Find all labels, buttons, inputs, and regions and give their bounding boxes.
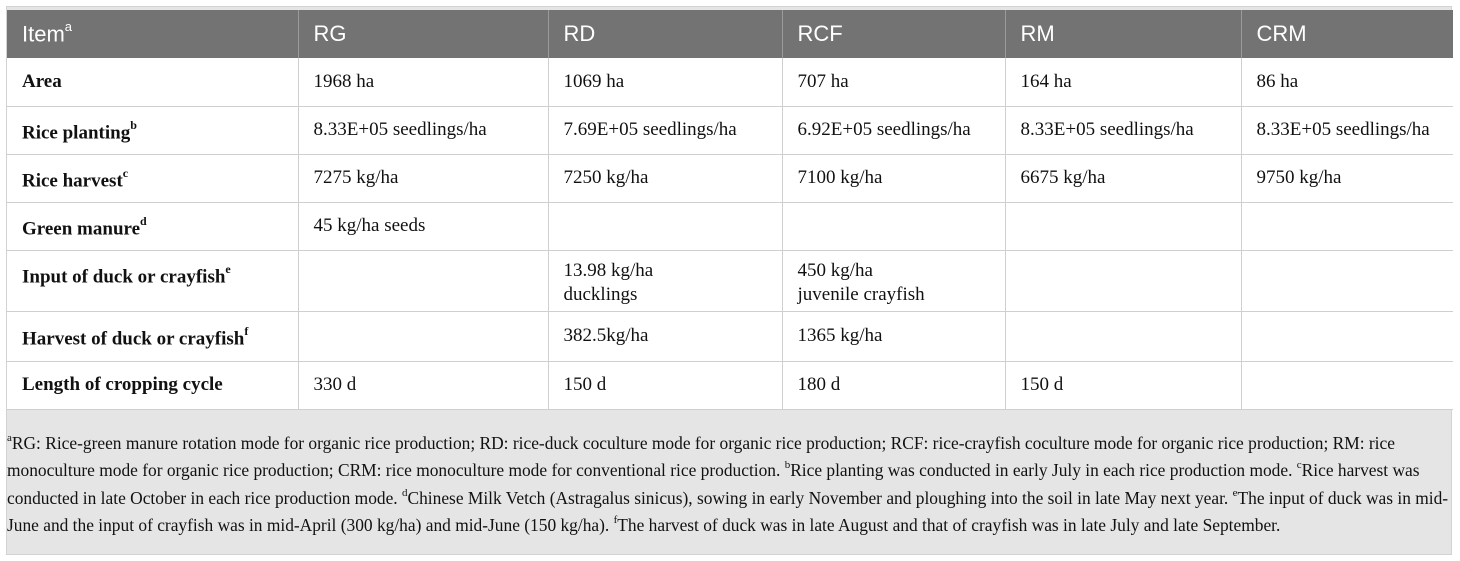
footnote-f: The harvest of duck was in late August and that of crayfish was in late July and late September. [617,514,1281,535]
table-cell: 150 d [548,361,782,409]
cell-line: juvenile crayfish [797,283,925,305]
footnote-c: Rice harvest was conducted in late October in each rice production mode. [7,460,1420,508]
row-label: Length of cropping cycle [7,361,298,409]
table-cell [1241,250,1453,311]
table-cell: 150 d [1005,361,1241,409]
table-cell: 86 ha [1241,58,1453,106]
footnote-paragraph [7,428,1453,537]
table-cell [1005,202,1241,250]
row-label: Green manure$^d$ [7,202,298,250]
cell-line: 450 kg/ha [797,259,873,281]
row-label: Harvest of duck or crayfish$^f$ [7,311,298,361]
row-label: Rice harvest$^c$ [7,154,298,202]
table-row [7,58,1453,106]
table-row [7,250,1453,311]
table-row [7,361,1453,409]
footnote-mark: c [1296,459,1302,472]
table-cell [1241,361,1453,409]
table-cell: 1365 kg/ha [782,311,1005,361]
table-cell [782,202,1005,250]
footnote-mark: b [784,459,791,472]
table-cell: 707 ha [782,58,1005,106]
table-cell: 330 d [298,361,548,409]
table-cell: 8.33E+05 seedlings/ha [298,106,548,154]
row-label: Area [7,58,298,106]
data-table [7,10,1453,410]
cell-line: ducklings [563,283,638,305]
footnote-a: RG: Rice-green manure rotation mode for organic rice production; RD: rice-duck coculture mode for organic rice production; RCF: rice-crayfish coculture mode for organic rice production; RM: rice monoculture mode for organic rice production; CRM: rice monoculture mode for conventional rice production. [7,432,1395,481]
table-cell [298,311,548,361]
table-cell: 382.5kg/ha [548,311,782,361]
table-cell: 1069 ha [548,58,782,106]
table-cell: 7275 kg/ha [298,154,548,202]
header-rcf: RCF [782,10,1005,58]
table-cell: 9750 kg/ha [1241,154,1453,202]
header-rm: RM [1005,10,1241,58]
table-cell: 180 d [782,361,1005,409]
table-cell: 1968 ha [298,58,548,106]
header-item: Item$^a$ [7,10,298,58]
table-row [7,311,1453,361]
footnote-b: Rice planting was conducted in early July in each rice production mode. [790,460,1297,481]
table-cell [548,250,782,311]
table-row [7,202,1453,250]
footnote-mark: a [7,432,12,444]
table-cell: 45 kg/ha seeds [298,202,548,250]
table-row [7,154,1453,202]
header-crm: CRM [1241,10,1453,58]
footnote-mark: d [402,486,408,499]
table-row [7,106,1453,154]
footnote-d: Chinese Milk Vetch (Astragalus sinicus), sowing in early November and ploughing into the soil in late May next year. [407,487,1233,508]
table-cell: 7100 kg/ha [782,154,1005,202]
table-cell [1241,311,1453,361]
row-label: Rice planting$^b$ [7,106,298,154]
table-cell: 7.69E+05 seedlings/ha [548,106,782,154]
footnote-mark: f [613,513,618,526]
table-cell [1005,311,1241,361]
row-label: Input of duck or crayfish$^e$ [7,250,298,311]
table-cell: 8.33E+05 seedlings/ha [1005,106,1241,154]
footnote-e: The input of duck was in mid-June and the input of crayfish was in mid-April (300 kg/ha) and mid-June (150 kg/ha). [7,487,1449,535]
header-rd: RD [548,10,782,58]
cell-line: 13.98 kg/ha [563,259,654,281]
table-cell: 6675 kg/ha [1005,154,1241,202]
table-cell [548,202,782,250]
footnote-mark: e [1232,486,1238,499]
table-cell: 6.92E+05 seedlings/ha [782,106,1005,154]
header-row [7,10,1453,58]
table-cell [1005,250,1241,311]
table-cell: 164 ha [1005,58,1241,106]
table-cell: 8.33E+05 seedlings/ha [1241,106,1453,154]
table-cell [1241,202,1453,250]
table-cell [782,250,1005,311]
table-cell [298,250,548,311]
table-footnotes [7,428,1453,537]
header-rg: RG [298,10,548,58]
table-cell: 7250 kg/ha [548,154,782,202]
